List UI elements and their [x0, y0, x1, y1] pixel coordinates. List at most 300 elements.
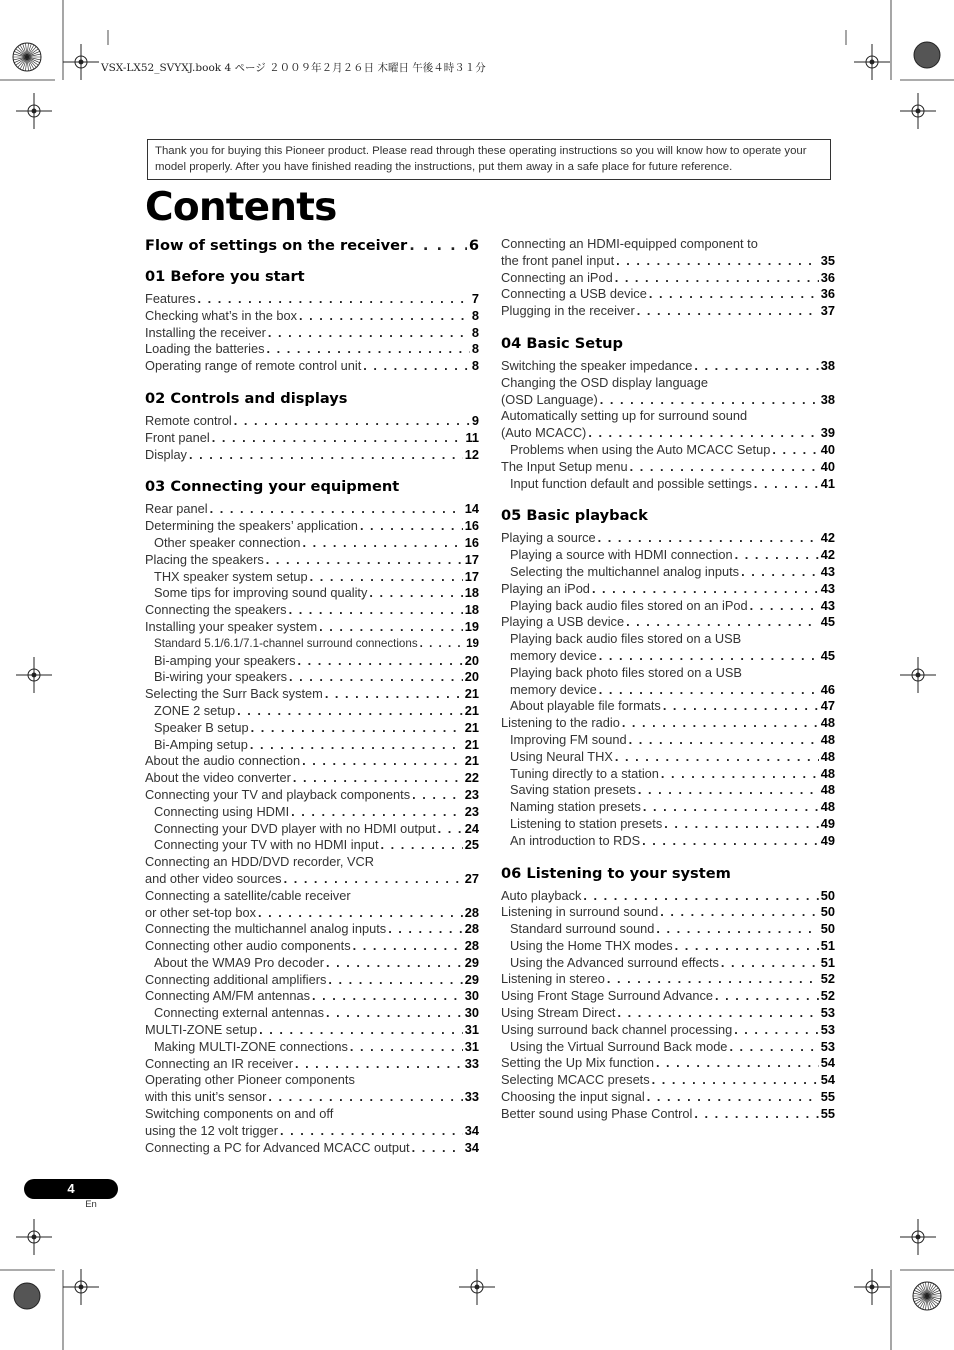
toc-entry-page: 8 [471, 341, 479, 357]
toc-entry[interactable] [145, 341, 479, 358]
toc-entry-page: 29 [464, 971, 479, 987]
toc-entry[interactable] [145, 1005, 479, 1022]
leader-dots [251, 720, 463, 737]
toc-entry[interactable] [145, 552, 479, 569]
toc-entry-page: 27 [464, 870, 479, 886]
toc-entry-text: Connecting an HDMI-equipped component to [501, 236, 758, 251]
toc-entry-page: 49 [820, 832, 835, 848]
toc-entry[interactable] [145, 619, 479, 636]
toc-entry[interactable] [501, 408, 835, 425]
toc-entry[interactable] [145, 1022, 479, 1039]
toc-section-heading[interactable]: 01 Before you start [145, 268, 305, 285]
toc-entry-page: 28 [464, 904, 479, 920]
leader-dots [420, 636, 464, 653]
toc-entry-page: 43 [820, 580, 835, 596]
toc-entry[interactable] [145, 703, 479, 720]
leader-dots [656, 921, 818, 938]
toc-entry-text: Using Stream Direct [501, 1005, 616, 1021]
leader-dots [729, 1039, 818, 1056]
toc-entry[interactable] [501, 1055, 835, 1072]
toc-section [501, 864, 835, 1123]
toc-entry[interactable] [501, 1039, 835, 1056]
toc-section-heading[interactable]: 04 Basic Setup [501, 334, 624, 352]
toc-entry-page: 34 [464, 1139, 479, 1155]
toc-entry[interactable] [501, 303, 835, 320]
leader-dots [259, 1022, 463, 1039]
leader-dots [652, 1072, 819, 1089]
toc-entry-text: Determining the speakers’ application [145, 518, 358, 534]
toc-entry-text: Loading the batteries [145, 341, 265, 357]
toc-entry-text: Installing your speaker system [145, 618, 318, 634]
toc-entry[interactable] [501, 766, 835, 783]
toc-entry[interactable] [501, 358, 835, 375]
toc-entry[interactable] [501, 682, 835, 699]
toc-entry[interactable] [501, 614, 835, 631]
leader-dots [664, 816, 819, 833]
leader-dots [302, 753, 463, 770]
toc-entry-text: Rear panel [145, 501, 208, 517]
toc-entry-page: 21 [464, 719, 479, 735]
toc-entry-page: 30 [464, 1005, 479, 1021]
leader-dots [267, 341, 470, 358]
leader-dots [326, 1005, 463, 1022]
toc-section [501, 334, 835, 492]
toc-entry[interactable] [501, 749, 835, 766]
toc-entry-text: Some tips for improving sound quality [154, 585, 368, 601]
toc-entry[interactable] [145, 325, 479, 342]
toc-entry-page: 35 [820, 252, 835, 268]
leader-dots [622, 715, 819, 732]
toc-entry-text: Playing an iPod [501, 580, 590, 596]
toc-entry[interactable] [145, 720, 479, 737]
leader-dots [319, 619, 463, 636]
toc-entry[interactable] [145, 1140, 479, 1157]
leader-dots [734, 1022, 819, 1039]
toc-entry[interactable] [501, 1072, 835, 1089]
toc-entry-page: 54 [820, 1055, 835, 1071]
toc-entry-page: 36 [820, 269, 835, 285]
toc-entry-page: 53 [820, 1005, 835, 1021]
toc-entry-text: using the 12 volt trigger [145, 1122, 279, 1138]
toc-entry-text: Playing back audio files stored on an iPod [510, 597, 748, 613]
toc-entry-page: 38 [820, 391, 835, 407]
leader-dots [675, 938, 819, 955]
leader-dots [298, 653, 463, 670]
toc-entry-text: Listening in stereo [501, 971, 605, 987]
leader-dots [438, 821, 463, 838]
toc-entry[interactable] [145, 358, 479, 375]
toc-entry-page: 33 [464, 1089, 479, 1105]
toc-entry[interactable] [501, 442, 835, 459]
toc-entry[interactable] [501, 732, 835, 749]
toc-entry[interactable] [145, 888, 479, 905]
leader-dots [630, 459, 819, 476]
flow-heading-text: Flow of settings on the receiver [145, 237, 408, 254]
toc-entry-page: 46 [820, 681, 835, 697]
toc-entry-page: 48 [820, 765, 835, 781]
page-number: 4 [67, 1181, 75, 1196]
toc-entry[interactable] [145, 938, 479, 955]
toc-entry[interactable] [501, 971, 835, 988]
toc-entry-page: 28 [464, 938, 479, 954]
toc-entry-text: Connecting external antennas [154, 1005, 325, 1021]
toc-entry[interactable] [501, 782, 835, 799]
toc-entry-text: (Auto MCACC) [501, 425, 587, 441]
toc-entry[interactable] [145, 535, 479, 552]
toc-entry-page: 21 [464, 686, 479, 702]
toc-entry-text: Front panel [145, 429, 210, 445]
toc-entry[interactable] [145, 501, 479, 518]
toc-section-heading[interactable]: 03 Connecting your equipment [145, 478, 400, 496]
toc-entry[interactable] [501, 938, 835, 955]
toc-entry-page: 40 [820, 441, 835, 457]
toc-entry-text: Switching the speaker impedance [501, 357, 693, 373]
toc-entry-page: 54 [820, 1072, 835, 1088]
toc-entry[interactable] [501, 375, 835, 392]
toc-entry-page: 42 [820, 547, 835, 563]
leader-dots [198, 291, 470, 308]
toc-entry-page: 9 [471, 412, 479, 428]
leader-dots [289, 669, 463, 686]
toc-entry-page: 51 [820, 954, 835, 970]
leader-dots [409, 236, 467, 256]
leader-dots [694, 358, 818, 375]
toc-entry[interactable] [145, 686, 479, 703]
toc-entry[interactable] [145, 988, 479, 1005]
toc-entry-text: memory device [510, 647, 597, 663]
toc-entry[interactable] [145, 669, 479, 686]
toc-entry[interactable] [501, 904, 835, 921]
toc-entry[interactable] [501, 253, 835, 270]
toc-entry[interactable] [501, 955, 835, 972]
toc-entry[interactable] [145, 291, 479, 308]
toc-entry[interactable] [501, 698, 835, 715]
toc-entry-text: Playing a USB device [501, 614, 625, 630]
toc-entry-page: 23 [464, 803, 479, 819]
intro-notice: Thank you for buying this Pioneer product. Please read through these operating instructions so you will know how to operate your model properly. After you have finished reading the instructions, put them away in a safe place for future reference. [147, 139, 831, 180]
toc-entry[interactable] [501, 1106, 835, 1123]
toc-entry-text: Placing the speakers [145, 551, 264, 567]
leader-dots [615, 749, 819, 766]
toc-entry-text: Connecting the multichannel analog inputs [145, 921, 387, 937]
toc-entry[interactable] [145, 1039, 479, 1056]
toc-entry-page: 42 [820, 530, 835, 546]
toc-entry-text: Speaker B setup [154, 719, 249, 735]
page-title: Contents [145, 185, 337, 230]
toc-entry-text: Connecting the speakers [145, 602, 287, 618]
toc-entry[interactable] [501, 392, 835, 409]
toc-entry[interactable] [501, 530, 835, 547]
toc-entry[interactable] [501, 665, 835, 682]
toc-entry[interactable] [145, 854, 479, 871]
toc-entry-page: 38 [820, 357, 835, 373]
toc-entry[interactable] [145, 1123, 479, 1140]
toc-entry[interactable] [501, 1005, 835, 1022]
toc-entry-page: 25 [464, 837, 479, 853]
toc-entry-page: 17 [464, 551, 479, 567]
leader-dots [660, 904, 819, 921]
leader-dots [643, 799, 819, 816]
toc-entry-text: Connecting a USB device [501, 286, 647, 302]
toc-section-heading[interactable]: 02 Controls and displays [145, 389, 348, 407]
toc-entry-text: Setting the Up Mix function [501, 1055, 654, 1071]
toc-entry-text: An introduction to RDS [510, 832, 641, 848]
toc-entry-page: 30 [464, 988, 479, 1004]
toc-entry-page: 29 [464, 954, 479, 970]
toc-entry[interactable] [145, 653, 479, 670]
toc-entry[interactable] [145, 972, 479, 989]
toc-entry-text: Standard surround sound [510, 921, 655, 937]
toc-entry[interactable] [501, 476, 835, 493]
leader-dots [618, 1005, 819, 1022]
toc-entry-text: Input function default and possible settings [510, 475, 752, 491]
right-sections [501, 334, 835, 1123]
toc-entry-text: About the video converter [145, 770, 291, 786]
toc-entry-text: and other video sources [145, 870, 282, 886]
toc-entry-text: Improving FM sound [510, 731, 627, 747]
toc-entry[interactable] [145, 1072, 479, 1089]
toc-entry[interactable] [501, 286, 835, 303]
toc-entry-text: Listening in surround sound [501, 904, 659, 920]
toc-entry[interactable] [501, 799, 835, 816]
toc-entry-text: Connecting your DVD player with no HDMI output [154, 820, 436, 836]
right-lead-entries [501, 236, 835, 320]
toc-entry[interactable] [145, 1089, 479, 1106]
toc-entry[interactable] [501, 564, 835, 581]
toc-entry-text: Connecting a satellite/cable receiver [145, 887, 351, 903]
leader-dots [661, 766, 819, 783]
toc-entry-page: 50 [820, 887, 835, 903]
toc-entry-text: Bi-amping your speakers [154, 652, 296, 668]
toc-section-heading[interactable]: 06 Listening to your system [501, 864, 731, 882]
toc-right-column [501, 236, 835, 1123]
toc-entry-text: with this unit’s sensor [145, 1089, 267, 1105]
toc-entry[interactable] [501, 888, 835, 905]
toc-entry-text: Installing the receiver [145, 324, 266, 340]
page-number-tab [24, 1179, 118, 1199]
toc-entry-text: Using Front Stage Surround Advance [501, 988, 713, 1004]
toc-entry-text: Changing the OSD display language [501, 374, 709, 390]
leader-dots [772, 442, 818, 459]
toc-entry[interactable] [145, 308, 479, 325]
toc-entry-text: THX speaker system setup [154, 568, 308, 584]
toc-entry[interactable] [145, 569, 479, 586]
toc-entry-page: 19 [466, 636, 479, 650]
toc-entry-page: 11 [465, 429, 479, 445]
toc-entry[interactable] [145, 1106, 479, 1123]
toc-left-column [145, 236, 479, 1156]
toc-entry-page: 55 [820, 1105, 835, 1121]
toc-section-heading[interactable]: 05 Basic playback [501, 507, 648, 525]
toc-entry-page: 47 [820, 698, 835, 714]
toc-entry-text: Selecting the multichannel analog inputs [510, 563, 740, 579]
toc-entry[interactable] [501, 547, 835, 564]
toc-entry[interactable] [145, 1056, 479, 1073]
toc-entry[interactable] [145, 636, 479, 653]
toc-entry-page: 48 [820, 782, 835, 798]
toc-entry[interactable] [145, 804, 479, 821]
toc-entry-page: 52 [820, 971, 835, 987]
toc-entry[interactable] [145, 737, 479, 754]
toc-entry[interactable] [501, 833, 835, 850]
leader-dots [280, 1123, 463, 1140]
leader-dots [615, 270, 819, 287]
toc-entry[interactable] [145, 821, 479, 838]
leader-dots [353, 938, 463, 955]
toc-entry[interactable] [501, 236, 835, 253]
toc-entry-text: Switching components on and off [145, 1106, 334, 1122]
toc-entry-text: Listening to the radio [501, 715, 620, 731]
toc-entry[interactable] [501, 598, 835, 615]
toc-entry-text: the front panel input [501, 252, 615, 268]
print-header: VSX-LX52_SVYXJ.book 4 ページ ２００９年２月２６日 木曜日 午後４時３１分 [101, 62, 486, 74]
language-label: En [85, 1199, 97, 1210]
leader-dots [250, 737, 463, 754]
toc-entry-text: Automatically setting up for surround sound [501, 408, 748, 424]
toc-entry-page: 23 [464, 786, 479, 802]
toc-entry-text: Tuning directly to a station [510, 765, 659, 781]
left-sections [145, 267, 479, 1156]
toc-entry[interactable] [501, 459, 835, 476]
toc-entry-page: 31 [464, 1022, 479, 1038]
toc-entry[interactable] [145, 770, 479, 787]
toc-entry-page: 53 [820, 1038, 835, 1054]
toc-entry[interactable] [145, 787, 479, 804]
toc-entry[interactable] [145, 602, 479, 619]
toc-entry[interactable] [501, 715, 835, 732]
toc-entry-page: 8 [471, 324, 479, 340]
toc-entry-page: 16 [464, 518, 479, 534]
toc-entry[interactable] [501, 648, 835, 665]
toc-entry-page: 24 [464, 820, 479, 836]
leader-dots [735, 547, 819, 564]
toc-entry-page: 8 [471, 358, 479, 374]
toc-entry-text: Using Neural THX [510, 748, 613, 764]
toc-entry-page: 41 [820, 475, 835, 491]
toc-entry-text: Connecting your TV and playback components [145, 786, 411, 802]
toc-entry[interactable] [501, 270, 835, 287]
leader-dots [656, 1055, 819, 1072]
leader-dots [663, 698, 819, 715]
toc-entry-text: Features [145, 291, 196, 306]
toc-entry[interactable] [145, 430, 479, 447]
toc-entry-page: 8 [471, 307, 479, 323]
toc-entry[interactable] [501, 425, 835, 442]
toc-entry[interactable] [501, 816, 835, 833]
toc-entry-page: 43 [820, 563, 835, 579]
leader-dots [637, 303, 819, 320]
toc-entry[interactable] [145, 871, 479, 888]
toc-entry-text: Problems when using the Auto MCACC Setup [510, 441, 771, 457]
toc-entry-page: 21 [464, 702, 479, 718]
toc-flow-heading[interactable] [145, 236, 479, 256]
toc-entry[interactable] [501, 921, 835, 938]
toc-entry-text: Better sound using Phase Control [501, 1105, 693, 1121]
toc-entry-text: or other set-top box [145, 904, 256, 920]
toc-entry-text: Naming station presets [510, 799, 641, 815]
toc-entry[interactable] [145, 518, 479, 535]
toc-entry-text: Using the Advanced surround effects [510, 954, 719, 970]
leader-dots [210, 501, 463, 518]
leader-dots [388, 921, 463, 938]
toc-entry-text: Operating other Pioneer components [145, 1072, 355, 1088]
toc-entry-text: Using surround back channel processing [501, 1021, 733, 1037]
leader-dots [350, 1039, 463, 1056]
toc-entry[interactable] [501, 988, 835, 1005]
toc-entry-text: The Input Setup menu [501, 458, 628, 474]
toc-entry-page: 40 [820, 458, 835, 474]
leader-dots [237, 703, 463, 720]
leader-dots [363, 358, 470, 375]
toc-entry-text: Choosing the input signal [501, 1089, 645, 1105]
leader-dots [616, 253, 819, 270]
toc-entry-page: 45 [820, 647, 835, 663]
toc-entry-text: Auto playback [501, 887, 582, 903]
toc-entry[interactable] [145, 905, 479, 922]
leader-dots [326, 955, 463, 972]
toc-entry-text: Connecting using HDMI [154, 803, 290, 819]
toc-entry-page: 48 [820, 748, 835, 764]
toc-entry[interactable] [145, 753, 479, 770]
leader-dots [189, 447, 463, 464]
toc-entry-page: 18 [464, 585, 479, 601]
toc-entry-page: 33 [464, 1055, 479, 1071]
toc-entry-text: About playable file formats [510, 698, 661, 714]
toc-entry-page: 34 [464, 1122, 479, 1138]
toc-entry-page: 55 [820, 1089, 835, 1105]
leader-dots [599, 648, 819, 665]
toc-entry-text: Connecting an IR receiver [145, 1055, 293, 1071]
toc-entry-text: Playing back photo files stored on a USB [510, 664, 742, 680]
toc-entry[interactable] [145, 447, 479, 464]
toc-entry-page: 31 [464, 1038, 479, 1054]
leader-dots [291, 804, 463, 821]
toc-entry[interactable] [145, 585, 479, 602]
toc-entry-page: 20 [464, 669, 479, 685]
toc-entry[interactable] [145, 955, 479, 972]
toc-entry-page: 14 [464, 501, 479, 517]
toc-entry[interactable] [501, 1089, 835, 1106]
toc-entry[interactable] [145, 413, 479, 430]
leader-dots [647, 1089, 819, 1106]
toc-entry-text: Plugging in the receiver [501, 303, 635, 319]
leader-dots [289, 602, 463, 619]
leader-dots [310, 569, 463, 586]
leader-dots [412, 787, 463, 804]
toc-entry-text: Connecting your TV with no HDMI input [154, 837, 379, 853]
leader-dots [649, 286, 819, 303]
leader-dots [721, 955, 819, 972]
toc-entry[interactable] [501, 1022, 835, 1039]
toc-entry-text: (OSD Language) [501, 391, 598, 407]
leader-dots [642, 833, 819, 850]
leader-dots [600, 392, 819, 409]
toc-entry-text: Selecting MCACC presets [501, 1072, 650, 1088]
toc-entry[interactable] [501, 581, 835, 598]
toc-entry-text: ZONE 2 setup [154, 702, 236, 718]
toc-entry-text: Connecting an HDD/DVD recorder, VCR [145, 854, 375, 870]
leader-dots [583, 888, 818, 905]
toc-entry[interactable] [501, 631, 835, 648]
leader-dots [598, 530, 819, 547]
toc-entry-text: Using the Home THX modes [510, 937, 673, 953]
toc-entry-page: 12 [464, 446, 479, 462]
toc-entry[interactable] [145, 921, 479, 938]
leader-dots [325, 686, 463, 703]
toc-entry-text: Connecting AM/FM antennas [145, 988, 311, 1004]
toc-entry[interactable] [145, 837, 479, 854]
toc-entry-page: 37 [820, 303, 835, 319]
